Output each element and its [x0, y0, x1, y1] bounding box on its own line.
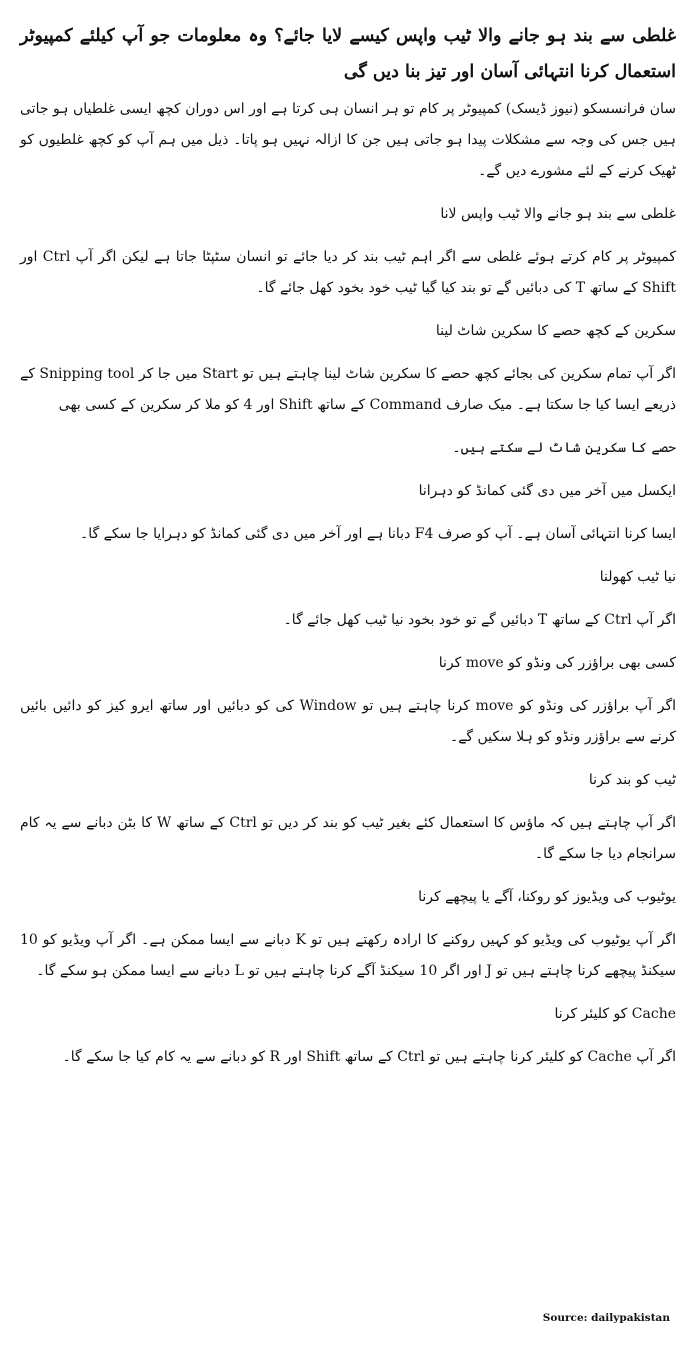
section-title-clear-cache: Cache کو کلیئر کرنا — [554, 1006, 676, 1022]
section-title-move-window: کسی بھی براؤزر کی ونڈو کو move کرنا — [438, 655, 676, 671]
section-body-move-window: اگر آپ براؤزر کی ونڈو کو move کرنا چاہتے ہیں تو Window کی کو دبائیں اور ساتھ ایرو کیز کو دائیں بائیں کرنے سے براؤزر ونڈو کو ہلا سکیں گے۔ — [20, 698, 676, 745]
article-headline: غلطی سے بند ہو جانے والا ٹیب واپس کیسے لایا جائے؟ وہ معلومات جو آپ کیلئے کمپیوٹر استعمال کرنا انتہائی آسان اور تیز بنا دیں گی — [20, 26, 676, 82]
intro-paragraph: سان فرانسسکو (نیوز ڈیسک) کمپیوٹر پر کام تو ہر انسان ہی کرتا ہے اور اس دوران کچھ ایسی غلطیاں ہو جاتی ہیں جس کی وجہ سے مشکلات پیدا ہو جاتی ہیں جن کا ازالہ نہیں ہو پاتا۔ ذیل میں ہم آپ کو کچھ غلطیوں کو ٹھیک کرنے کے لئے مشورے دیں گے۔ — [20, 101, 676, 179]
section-body-reopen-tab: کمپیوٹر پر کام کرتے ہوئے غلطی سے اگر اہم ٹیب بند کر دیا جائے تو انسان سٹپٹا جاتا ہے لیکن اگر آپ Ctrl اور Shift کے ساتھ T کی دبائیں گے تو بند کیا گیا ٹیب خود بخود کھل جائے گا۔ — [20, 249, 676, 296]
section-title-excel-repeat: ایکسل میں آخر میں دی گئی کمانڈ کو دہرانا — [418, 483, 676, 499]
source-credit: Source: dailypakistan — [542, 1312, 670, 1324]
section-body-excel-repeat: ایسا کرنا انتہائی آسان ہے۔ آپ کو صرف F4 دبانا ہے اور آخر میں دی گئی کمانڈ کو دہرایا جا سکے گا۔ — [80, 526, 676, 542]
section-title-close-tab: ٹیب کو بند کرنا — [588, 772, 676, 788]
section-title-partial-screenshot: سکرین کے کچھ حصے کا سکرین شاٹ لینا — [435, 323, 676, 339]
section-title-youtube-controls: یوٹیوب کی ویڈیوز کو روکنا، آگے یا پیچھے کرنا — [418, 889, 676, 905]
section-body-close-tab: اگر آپ چاہتے ہیں کہ ماؤس کا استعمال کئے بغیر ٹیب کو بند کر دیں تو Ctrl کے ساتھ W کا بٹن دبانے سے یہ کام سرانجام دیا جا سکے گا۔ — [20, 815, 677, 862]
section-body-partial-screenshot-cont: حصے کا سکرین شاٹ لے سکتے ہیں۔ — [452, 440, 676, 456]
section-title-new-tab: نیا ٹیب کھولنا — [599, 569, 676, 585]
section-body-partial-screenshot: اگر آپ تمام سکرین کی بجائے کچھ حصے کا سکرین شاٹ لینا چاہتے ہیں تو Start میں جا کر Snipping tool کے ذریعے ایسا کیا جا سکتا ہے۔ میک صارف Command کے ساتھ Shift اور 4 کو ملا کر سکرین کے کسی بھی — [20, 366, 676, 413]
section-body-new-tab: اگر آپ Ctrl کے ساتھ T دبائیں گے تو خود بخود نیا ٹیب کھل جائے گا۔ — [283, 612, 676, 628]
section-body-clear-cache: اگر آپ Cache کو کلیئر کرنا چاہتے ہیں تو Ctrl کے ساتھ Shift اور R کو دبانے سے یہ کام کیا جا سکے گا۔ — [62, 1049, 676, 1065]
section-title-reopen-tab: غلطی سے بند ہو جانے والا ٹیب واپس لانا — [440, 206, 676, 222]
article — [20, 18, 676, 1085]
section-body-youtube-controls: اگر آپ یوٹیوب کی ویڈیو کو کہیں روکنے کا ارادہ رکھتے ہیں تو K دبانے سے ایسا ممکن ہے۔ اگر آپ ویڈیو کو 10 سیکنڈ پیچھے کرنا چاہتے ہیں تو J اور اگر 10 سیکنڈ آگے کرنا چاہتے ہیں تو L دبانے سے ایسا ممکن ہو سکے گا۔ — [20, 932, 676, 979]
